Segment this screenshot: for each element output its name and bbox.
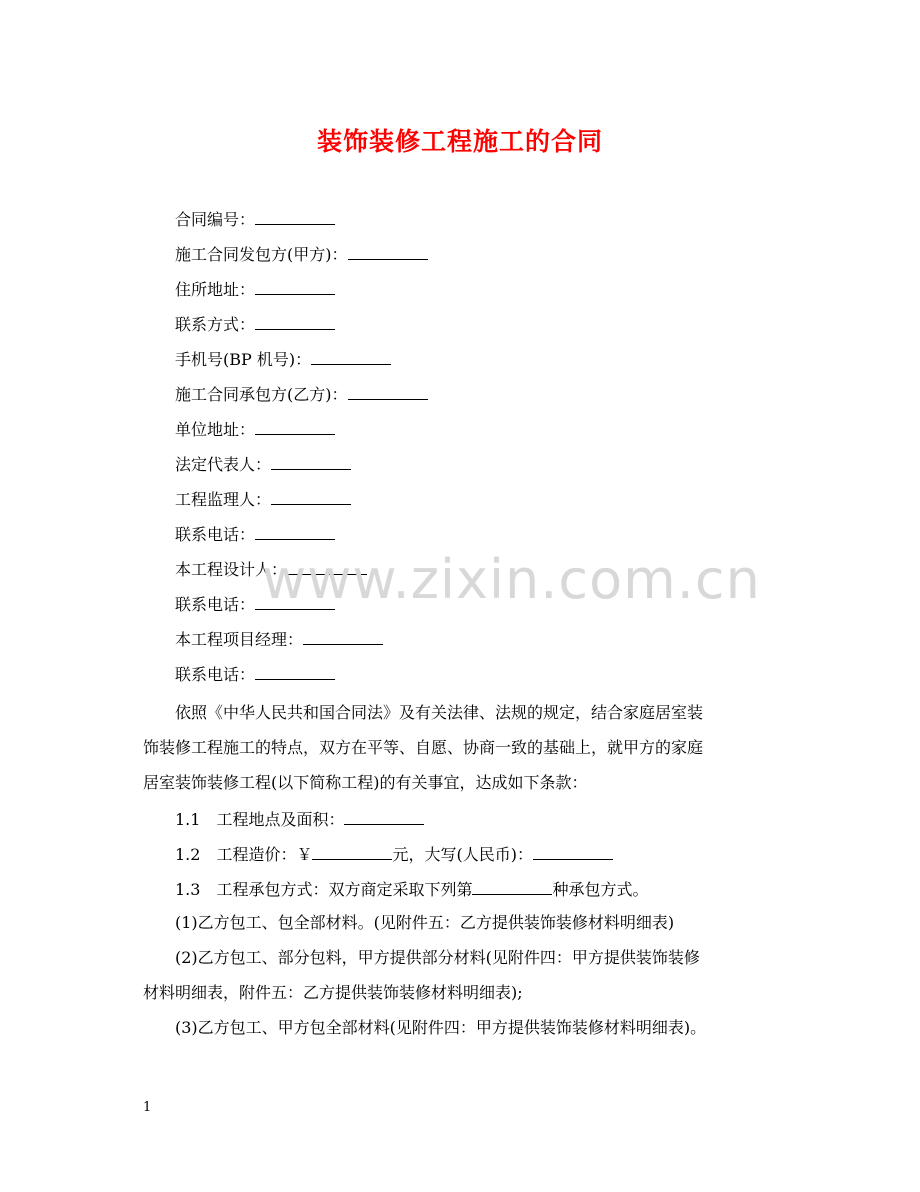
blank-line [255,208,335,225]
clause-label: 1.1 工程地点及面积： [175,810,345,829]
field-label: 合同编号： [175,210,256,229]
blank-line [303,628,383,645]
clause-label: 1.2 工程造价：￥ [175,845,313,864]
field-label: 联系方式： [175,315,256,334]
field-label: 手机号(BP 机号)： [175,350,312,369]
blank-line [271,453,351,470]
manager-phone-field [175,663,335,685]
project-manager-field [175,628,383,650]
blank-line [255,418,335,435]
blank-line [311,348,391,365]
unit-address-field [175,418,335,440]
legal-rep-field [175,453,351,475]
blank-line [255,278,335,295]
field-label: 联系电话： [175,525,256,544]
field-label: 本工程设计人： [175,560,288,579]
field-label: 法定代表人： [175,455,272,474]
option-2-line-2: 材料明细表，附件五：乙方提供装饰装修材料明细表); [143,983,523,1002]
blank-line [255,313,335,330]
clause-text: 种承包方式。 [552,880,649,899]
contact-method-field [175,313,335,335]
option-3: (3)乙方包工、甲方包全部材料(见附件四：甲方提供装饰装修材料明细表)。 [175,1018,707,1037]
option-1: (1)乙方包工、包全部材料。(见附件五：乙方提供装饰装修材料明细表) [175,913,675,932]
clause-label: 1.3 工程承包方式：双方商定采取下列第 [175,880,473,899]
phone-field [175,523,335,545]
blank-line [312,843,392,860]
intro-line-2: 饰装修工程施工的特点，双方在平等、自愿、协商一致的基础上，就甲方的家庭 [143,738,704,757]
option-2-line-1: (2)乙方包工、部分包料，甲方提供部分材料(见附件四：甲方提供装饰装修 [175,948,700,967]
blank-line [271,488,351,505]
field-label: 联系电话： [175,665,256,684]
blank-line [533,843,613,860]
intro-line-3: 居室装饰装修工程(以下简称工程)的有关事宜，达成如下条款： [143,773,588,792]
blank-line [472,878,552,895]
clause-1-3 [175,878,648,900]
blank-line [255,663,335,680]
intro-line-1: 依照《中华人民共和国合同法》及有关法律、法规的规定，结合家庭居室装 [175,703,704,722]
field-label: 单位地址： [175,420,256,439]
supervisor-field [175,488,351,510]
field-label: 本工程项目经理： [175,630,304,649]
clause-1-2 [175,843,613,865]
blank-line [255,523,335,540]
address-field [175,278,335,300]
clause-1-1 [175,808,424,830]
field-label: 工程监理人： [175,490,272,509]
field-label: 施工合同发包方(甲方)： [175,245,348,264]
field-label: 联系电话： [175,595,256,614]
field-label: 施工合同承包方(乙方)： [175,385,348,404]
party-b-field [175,383,428,405]
field-label: 住所地址： [175,280,256,299]
watermark: www.zixin.com.cn [262,548,761,611]
contract-number-field [175,208,335,230]
party-a-field [175,243,428,265]
clause-text: 元，大写(人民币)： [392,845,533,864]
mobile-field [175,348,391,370]
page-number: 1 [143,1100,152,1115]
document-title: 装饰装修工程施工的合同 [316,127,603,156]
blank-line [344,808,424,825]
blank-line [348,383,428,400]
blank-line [348,243,428,260]
